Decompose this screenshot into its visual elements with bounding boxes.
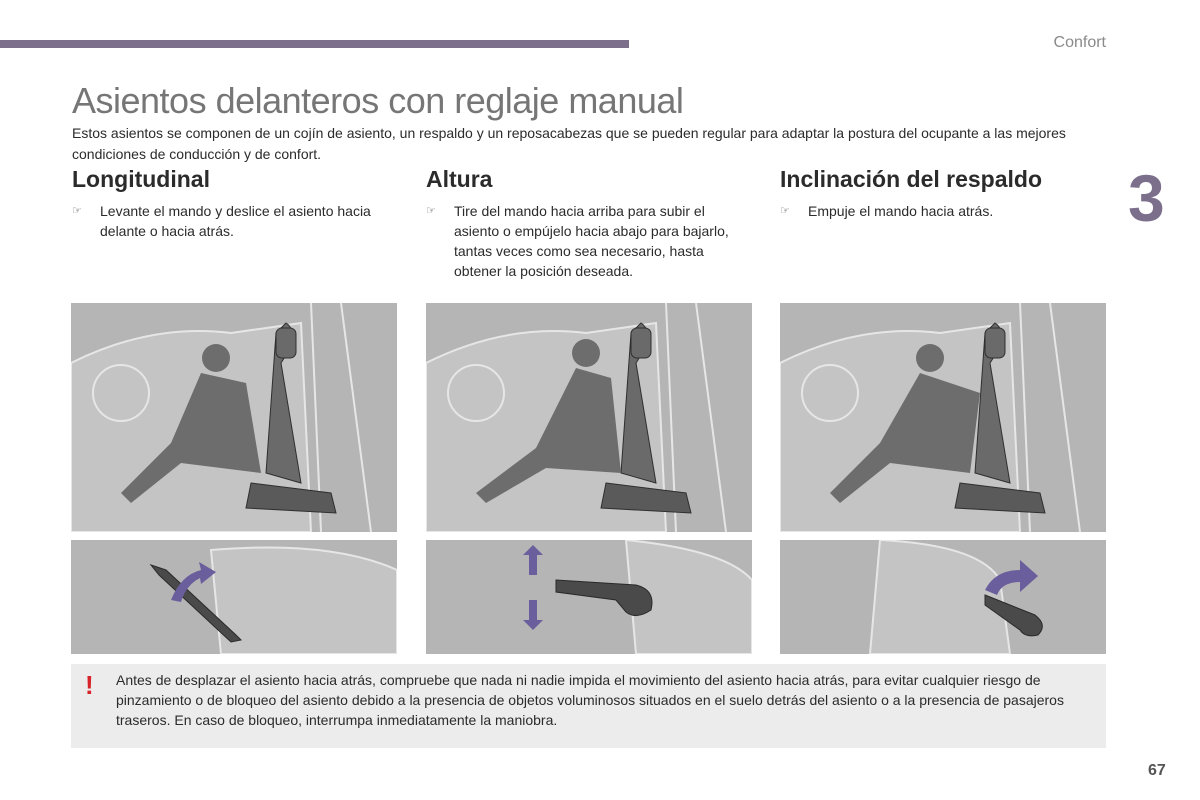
- instruction-item: [72, 201, 398, 241]
- seat-illustration-longitudinal: [71, 303, 397, 532]
- warning-box: [71, 664, 1106, 748]
- pointing-hand-icon: ☞: [426, 205, 436, 217]
- instruction-text: Empuje el mando hacia atrás.: [808, 203, 994, 219]
- instruction-item: [426, 201, 752, 281]
- lever-detail-longitudinal: [71, 540, 397, 654]
- section-name: Confort: [1053, 34, 1106, 51]
- pointing-hand-icon: ☞: [780, 205, 790, 217]
- section-heading: Inclinación del respaldo: [780, 166, 1043, 192]
- seat-illustration-altura: [426, 303, 752, 532]
- intro-paragraph: Estos asientos se componen de un cojín de asiento, un respaldo y un reposacabezas que se pueden regular para adaptar la postura del ocupante a las mejores condiciones de conducción y de confort.: [72, 125, 1066, 162]
- section-inclinacion: [780, 166, 1106, 221]
- instruction-item: [780, 201, 1106, 221]
- warning-text: Antes de desplazar el asiento hacia atrás, compruebe que nada ni nadie impida el movimiento del asiento hacia atrás, para evitar cualquier riesgo de pinzamiento o de bloqueo del asiento debido a la presencia de objetos voluminosos situados en el suelo detrás del asiento o a la presencia de pasajeros traseros. En caso de bloqueo, interrumpa inmediatamente la maniobra.: [116, 672, 1064, 728]
- section-heading: Altura: [426, 166, 493, 192]
- page-title: Asientos delanteros con reglaje manual: [72, 80, 684, 121]
- warning-exclamation-icon: !: [85, 670, 94, 700]
- section-heading: Longitudinal: [72, 166, 210, 192]
- pointing-hand-icon: ☞: [72, 205, 82, 217]
- seat-illustration-inclinacion: [780, 303, 1106, 532]
- instruction-text: Levante el mando y deslice el asiento hacia delante o hacia atrás.: [100, 203, 371, 239]
- page-number: 67: [1148, 762, 1166, 779]
- section-altura: [426, 166, 752, 281]
- header-accent-bar: [0, 40, 629, 48]
- chapter-number: 3: [1128, 161, 1165, 235]
- instruction-text: Tire del mando hacia arriba para subir el asiento o empújelo hacia abajo para bajarlo, tantas veces como sea necesario, hasta obtener la posición deseada.: [454, 203, 729, 279]
- lever-detail-inclinacion: [780, 540, 1106, 654]
- section-longitudinal: [72, 166, 398, 241]
- lever-detail-altura: [426, 540, 752, 654]
